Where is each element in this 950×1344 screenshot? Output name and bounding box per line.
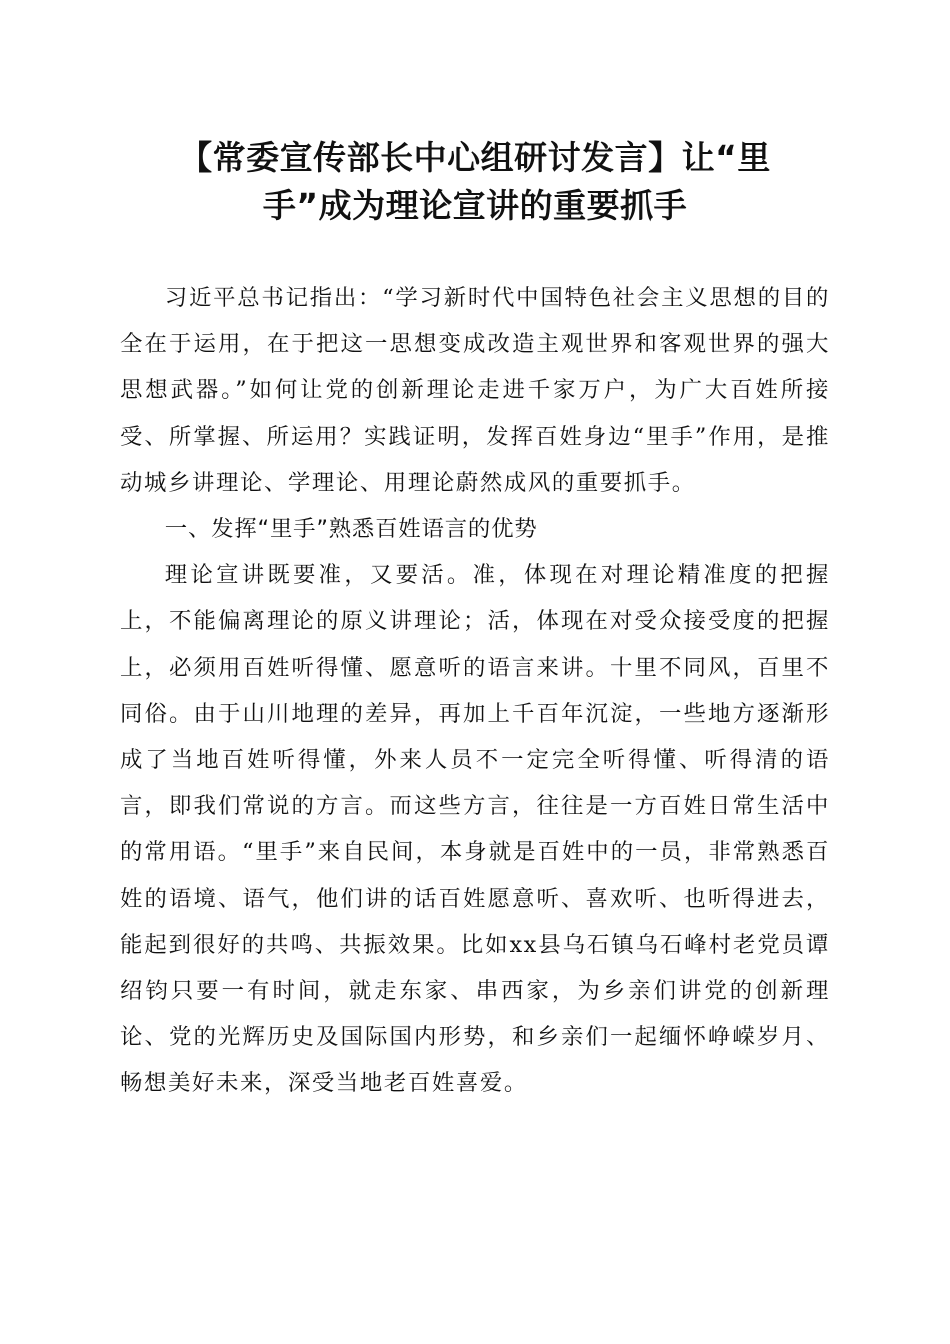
title-line-2: 手”成为理论宣讲的重要抓手 — [262, 186, 688, 225]
title-line-1: 【常委宣传部长中心组研讨发言】让“里 — [179, 138, 771, 177]
document-body — [120, 275, 830, 1107]
document-title — [120, 134, 830, 230]
section-1-paragraph: 理论宣讲既要准，又要活。准，体现在对理论精准度的把握上，不能偏离理论的原义讲理论；活，体现在对受众接受度的把握上，必须用百姓听得懂、愿意听的语言来讲。十里不同风，百里不同俗。由于山川地理的差异，再加上千百年沉淀，一些地方逐渐形成了当地百姓听得懂，外来人员不一定完全听得懂、听得清的语言，即我们常说的方言。而这些方言，往往是一方百姓日常生活中的常用语。“里手”来自民间，本身就是百姓中的一员，非常熟悉百姓的语境、语气，他们讲的话百姓愿意听、喜欢听、也听得进去，能起到很好的共鸣、共振效果。比如xx县乌石镇乌石峰村老党员谭绍钧只要一有时间，就走东家、串西家，为乡亲们讲党的创新理论、党的光辉历史及国际国内形势，和乡亲们一起缅怀峥嵘岁月、畅想美好未来，深受当地老百姓喜爱。 — [120, 562, 830, 1097]
section-1-heading: 一、发挥“里手”熟悉百姓语言的优势 — [164, 516, 538, 543]
intro-paragraph: 习近平总书记指出：“学习新时代中国特色社会主义思想的目的全在于运用，在于把这一思想变成改造主观世界和客观世界的强大思想武器。”如何让党的创新理论走进千家万户，为广大百姓所接受、所掌握、所运用？实践证明，发挥百姓身边“里手”作用，是推动城乡讲理论、学理论、用理论蔚然成风的重要抓手。 — [120, 285, 830, 496]
